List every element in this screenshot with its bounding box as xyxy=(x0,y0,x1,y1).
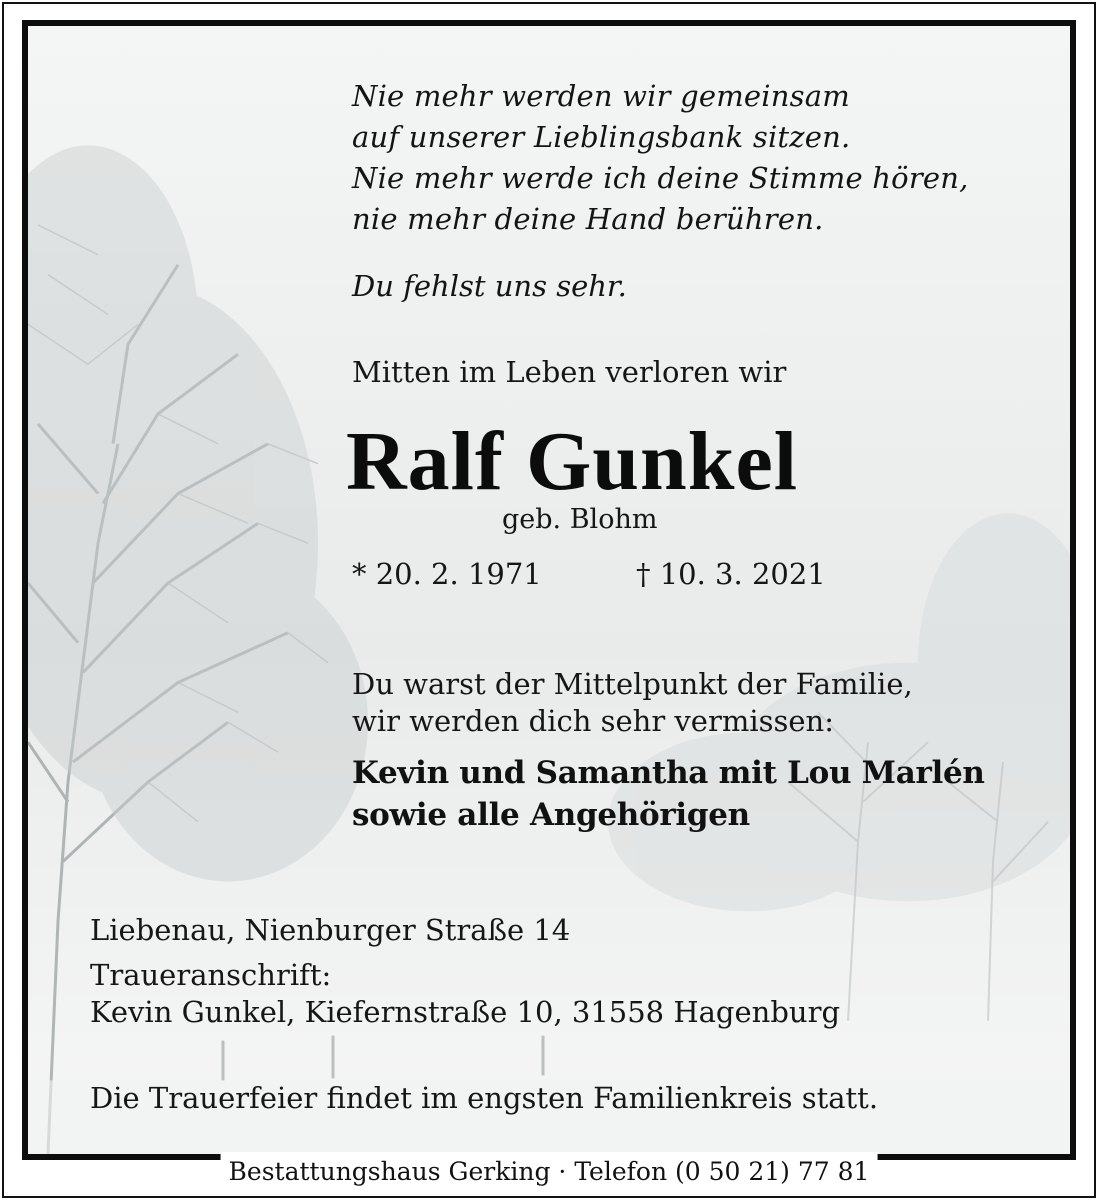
verse-line: nie mehr deine Hand berühren. xyxy=(352,202,824,236)
verse xyxy=(352,76,969,240)
ceremony-note: Die Trauerfeier findet im engsten Familienkreis statt. xyxy=(90,1081,879,1115)
mourners-line: sowie alle Angehörigen xyxy=(352,797,750,833)
mourning-address-label: Traueranschrift: xyxy=(90,958,332,992)
death-date: † 10. 3. 2021 xyxy=(636,557,826,591)
birth-date: * 20. 2. 1971 xyxy=(352,557,542,591)
deceased-name: Ralf Gunkel xyxy=(346,415,799,508)
verse-closing: Du fehlst uns sehr. xyxy=(352,269,627,303)
notice-content xyxy=(28,26,1070,1154)
verse-line: auf unserer Lieblingsbank sitzen. xyxy=(352,120,851,154)
footer xyxy=(0,1152,1098,1192)
birth-name: geb. Blohm xyxy=(502,504,658,535)
intro-text: Mitten im Leben verloren wir xyxy=(352,355,787,389)
funeral-home-contact: Bestattungshaus Gerking · Telefon (0 50 21) 77 81 xyxy=(221,1152,878,1192)
inner-frame xyxy=(22,20,1076,1160)
mourning-address: Kevin Gunkel, Kiefernstraße 10, 31558 Hagenburg xyxy=(90,995,841,1029)
mourners-line: Kevin und Samantha mit Lou Marlén xyxy=(352,755,985,791)
verse-line: Nie mehr werden wir gemeinsam xyxy=(352,79,850,113)
address-block xyxy=(90,912,840,1031)
mourners xyxy=(352,752,985,836)
verse-line: Nie mehr werde ich deine Stimme hören, xyxy=(352,161,969,195)
tribute xyxy=(352,666,913,740)
tribute-line: wir werden dich sehr vermissen: xyxy=(352,704,834,738)
location: Liebenau, Nienburger Straße 14 xyxy=(90,913,571,947)
tribute-line: Du warst der Mittelpunkt der Familie, xyxy=(352,667,913,701)
